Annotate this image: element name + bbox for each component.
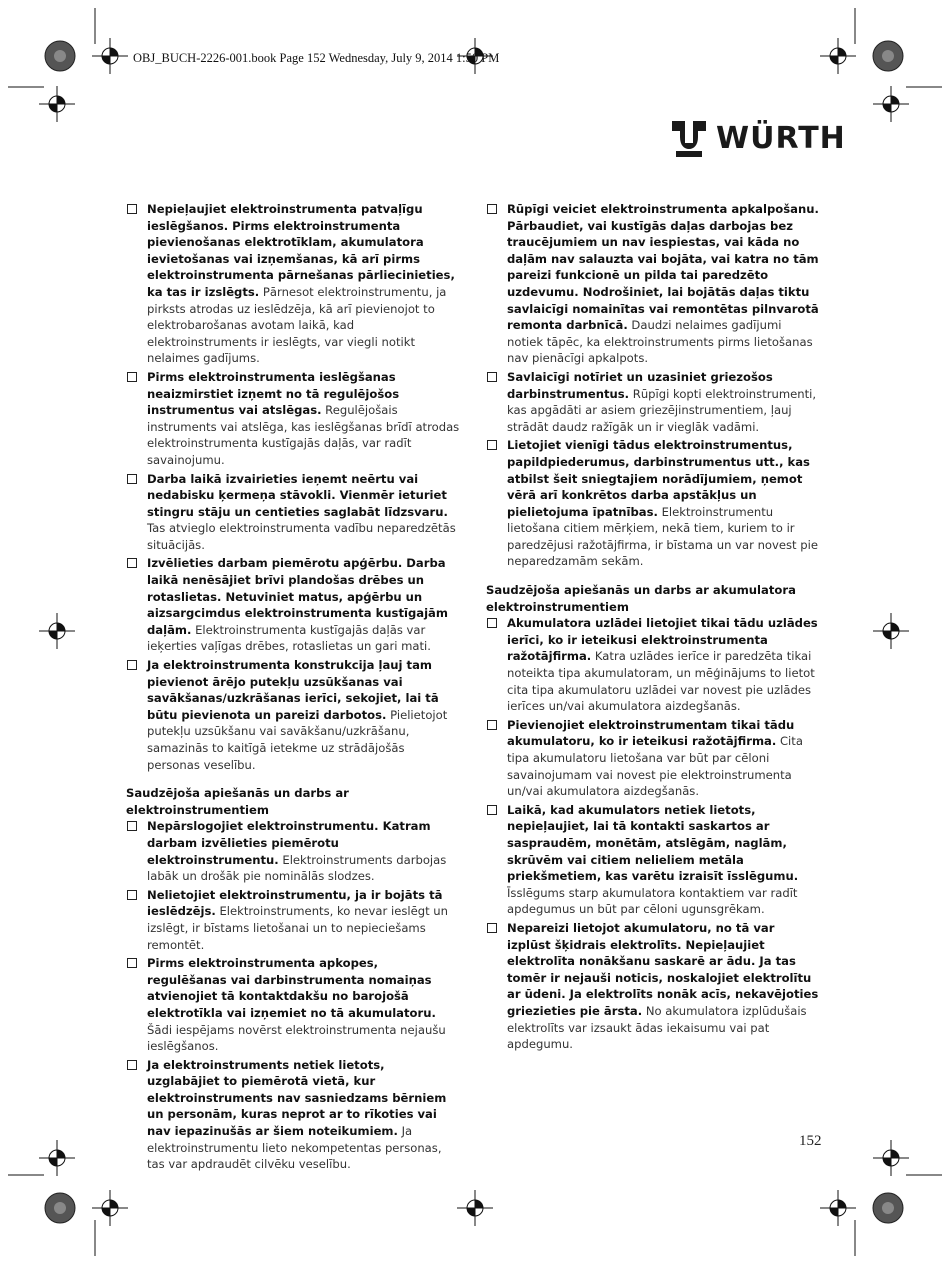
item-body-text: Īsslēgums starp akumulatora kontaktiem var radīt apdegumus un būt par cēloni ugunsgrēkam. bbox=[507, 885, 798, 917]
item-bold-text: Nepareizi lietojot akumulatoru, no tā var izplūst šķidrais elektrolīts. Nepieļaujiet elektrolīta nonākšanu saskarē ar ādu. Ja tas tomēr ir nejauši noticis, noskalojiet elektrolītu ar ūdeni. Ja elektrolīts nonāk acīs, nekavējoties griezieties pie ārsta. bbox=[507, 920, 819, 1018]
item-bold-text: Nelietojiet elektroinstrumentu, ja ir bojāts tā ieslēdzējs. bbox=[147, 887, 443, 919]
safety-list-item bbox=[126, 555, 461, 655]
item-body-text: Tas atvieglo elektroinstrumenta vadību neparedzētās situācijās. bbox=[147, 521, 456, 552]
safety-list-item bbox=[486, 437, 821, 570]
checkbox-bullet-icon bbox=[127, 558, 137, 568]
wurth-logo bbox=[672, 121, 846, 157]
checkbox-bullet-icon bbox=[127, 660, 137, 670]
checkbox-bullet-icon bbox=[127, 958, 137, 968]
safety-list-item bbox=[486, 717, 821, 800]
checkbox-bullet-icon bbox=[127, 821, 137, 831]
item-bold-text: Lietojiet vienīgi tādus elektroinstrumentus, papildpiederumus, darbinstrumentus utt., kas atbilst šeit sniegtajiem norādījumiem, ņemot vērā arī konkrētos darba apstākļus un pielietojuma īpatnības. bbox=[507, 438, 810, 519]
safety-list-item bbox=[486, 201, 821, 367]
running-head: OBJ_BUCH-2226-001.book Page 152 Wednesday, July 9, 2014 1:50 PM bbox=[133, 51, 500, 65]
checkbox-bullet-icon bbox=[487, 372, 497, 382]
safety-list-item bbox=[126, 1057, 461, 1173]
item-body-text: Regulējošais instruments vai atslēga, kas ieslēgšanas brīdī atrodas elektroinstrumenta kustīgajās daļās, var radīt savainojumu. bbox=[147, 403, 460, 467]
item-body-text: Ja elektroinstrumentu lieto nekompetentas personas, tas var apdraudēt cilvēku veselību. bbox=[147, 1124, 442, 1172]
checkbox-bullet-icon bbox=[127, 474, 137, 484]
checkbox-bullet-icon bbox=[487, 618, 497, 628]
safety-list-item bbox=[486, 920, 821, 1053]
checkbox-bullet-icon bbox=[127, 204, 137, 214]
item-bold-text: Pievienojiet elektroinstrumentam tikai tādu akumulatoru, ko ir ieteikusi ražotājfirma. bbox=[507, 717, 795, 749]
item-bold-text: Ja elektroinstrumenta konstrukcija ļauj tam pievienot ārējo putekļu uzsūkšanas vai savākšanas/uzkrāšanas ierīci, sekojiet, lai tā būtu pievienota un pareizi darbotos. bbox=[147, 658, 439, 722]
item-body-text: Šādi iespējams novērst elektroinstrumenta nejaušu ieslēgšanos. bbox=[147, 1022, 446, 1054]
checkbox-bullet-icon bbox=[487, 720, 497, 730]
item-bold-text: Pirms elektroinstrumenta apkopes, regulēšanas vai darbinstrumenta nomaiņas atvienojiet tā kontaktdakšu no barojošā elektrotīkla vai izņemiet no tā akumulatoru. bbox=[147, 956, 436, 1020]
safety-list-item bbox=[486, 369, 821, 435]
checkbox-bullet-icon bbox=[487, 440, 497, 450]
item-bold-text: Nepārslogojiet elektroinstrumentu. Katram darbam izvēlieties piemērotu elektroinstrumentu. bbox=[147, 819, 431, 867]
item-body-text: Elektroinstruments, ko nevar ieslēgt un izslēgt, ir bīstams lietošanai un to nepieciešams remontēt. bbox=[147, 904, 449, 952]
item-bold-text: Ja elektroinstruments netiek lietots, uzglabājiet to piemērotā vietā, kur elektroinstruments nav sasniedzams bērniem un personām, kuras neprot ar to rīkoties vai nav iepazinušās ar šiem noteikumiem. bbox=[147, 1057, 447, 1139]
item-body-text: No akumulatora izplūdušais elektrolīts var izsaukt ādas iekaisumu vai pat apdegumu. bbox=[507, 1003, 807, 1052]
page-number: 152 bbox=[799, 1133, 822, 1149]
item-body-text: Pārnesot elektroinstrumentu, ja pirksts atrodas uz ieslēdzēja, kā arī pievienojot to elektrobarošanas avotam laikā, kad elektroinstruments ir ieslēgts, var viegli notikt nelaimes gadījums. bbox=[147, 284, 447, 366]
checkbox-bullet-icon bbox=[487, 805, 497, 815]
item-body-text: Katra uzlādes ierīce ir paredzēta tikai noteikta tipa akumulatoram, un mēģinājums to lietot cita tipa akumulatoru uzlādei var novest pie uzlādes ierīces un/vai akumulatora aizdegšanās. bbox=[507, 649, 815, 714]
checkbox-bullet-icon bbox=[127, 890, 137, 900]
item-body-text: Rūpīgi kopti elektroinstrumenti, kas apgādāti ar asiem griezējinstrumentiem, ļauj strādāt daudz ražīgāk un ir vieglāk vadāmi. bbox=[507, 386, 817, 434]
checkbox-bullet-icon bbox=[127, 372, 137, 382]
left-column bbox=[126, 201, 461, 1175]
item-body-text: Elektroinstruments darbojas labāk un drošāk pie nominālās slodzes. bbox=[147, 852, 447, 884]
checkbox-bullet-icon bbox=[487, 923, 497, 933]
item-bold-text: Savlaicīgi notīriet un uzasiniet griezošos darbinstrumentus. bbox=[507, 369, 773, 401]
safety-list-item bbox=[126, 369, 461, 469]
safety-list-item bbox=[126, 955, 461, 1055]
safety-list-item bbox=[126, 471, 461, 554]
checkbox-bullet-icon bbox=[487, 204, 497, 214]
safety-list-item bbox=[126, 887, 461, 953]
section-title: Saudzējoša apiešanās un darbs ar elektroinstrumentiem bbox=[126, 786, 349, 817]
safety-list-item bbox=[486, 615, 821, 715]
safety-list-item bbox=[126, 818, 461, 884]
item-body-text: Cita tipa akumulatoru lietošana var būt par cēloni savainojumam vai novest pie elektroinstrumenta un/vai akumulatora aizdegšanās. bbox=[507, 734, 803, 799]
item-bold-text: Rūpīgi veiciet elektroinstrumenta apkalpošanu. Pārbaudiet, vai kustīgās daļas darbojas bez traucējumiem un nav iespiestas, vai kāda no daļām nav salauzta vai bojāta, vai katra no tām pareizi funkcionē un pilda tai paredzēto uzdevumu. Nodrošiniet, lai bojātās daļas tiktu savlaicīgi nomainītas vai remontētas pilnvarotā remonta darbnīcā. bbox=[507, 202, 819, 333]
right-column bbox=[486, 201, 821, 1055]
item-body-text: Elektroinstrumenta kustīgajās daļās var ieķerties vaļīgas drēbes, rotaslietas un gari mati. bbox=[147, 622, 431, 654]
item-bold-text: Pirms elektroinstrumenta ieslēgšanas neaizmirstiet izņemt no tā regulējošos instrumentus vai atslēgas. bbox=[147, 369, 400, 418]
safety-list-item bbox=[486, 802, 821, 918]
item-bold-text: Darba laikā izvairieties ieņemt neērtu vai nedabisku ķermeņa stāvokli. Vienmēr ieturiet stingru stāju un centieties saglabāt līdzsvaru. bbox=[147, 471, 448, 519]
item-bold-text: Laikā, kad akumulators netiek lietots, nepieļaujiet, lai tā kontakti saskartos ar saspraudēm, monētām, atslēgām, naglām, skrūvēm vai citiem nelieliem metāla priekšmetiem, kas varētu izraisīt īsslēgumu. bbox=[507, 802, 799, 884]
item-body-text: Pielietojot putekļu uzsūkšanu vai savākšanu/uzkrāšanu, samazinās to kaitīgā ietekme uz strādājošās personas veselību. bbox=[147, 707, 448, 772]
checkbox-bullet-icon bbox=[127, 1060, 137, 1070]
safety-list-item bbox=[126, 657, 461, 773]
item-bold-text: Izvēlieties darbam piemērotu apģērbu. Darba laikā nenēsājiet brīvi plandošas drēbes un rotaslietas. Netuviniet matus, apģērbu un aizsargcimdus elektroinstrumenta kustīgajām daļām. bbox=[147, 556, 448, 637]
item-bold-text: Nepieļaujiet elektroinstrumenta patvaļīgu ieslēgšanos. Pirms elektroinstrumenta pievienošanas elektrotīklam, akumulatora ievietošanas vai izņemšanas, kā arī pirms elektroinstrumenta pārnešanas pārliecinieties, ka tas ir izslēgts. bbox=[147, 202, 455, 299]
safety-list-item bbox=[126, 201, 461, 367]
wurth-emblem-icon bbox=[672, 121, 706, 157]
item-body-text: Daudzi nelaimes gadījumi notiek tāpēc, ka elektroinstruments pirms lietošanas nav pienācīgi apkalpots. bbox=[507, 318, 813, 366]
item-body-text: Elektroinstrumentu lietošana citiem mērķiem, nekā tiem, kuriem to ir paredzējusi ražotājfirma, ir bīstama un var novest pie neparedzamām sekām. bbox=[507, 504, 819, 569]
item-bold-text: Akumulatora uzlādei lietojiet tikai tādu uzlādes ierīci, ko ir ieteikusi elektroinstrumenta ražotājfirma. bbox=[507, 616, 818, 664]
section-title: Saudzējoša apiešanās un darbs ar akumulatora elektroinstrumentiem bbox=[486, 583, 796, 614]
logo-text: WÜRTH bbox=[716, 121, 846, 156]
